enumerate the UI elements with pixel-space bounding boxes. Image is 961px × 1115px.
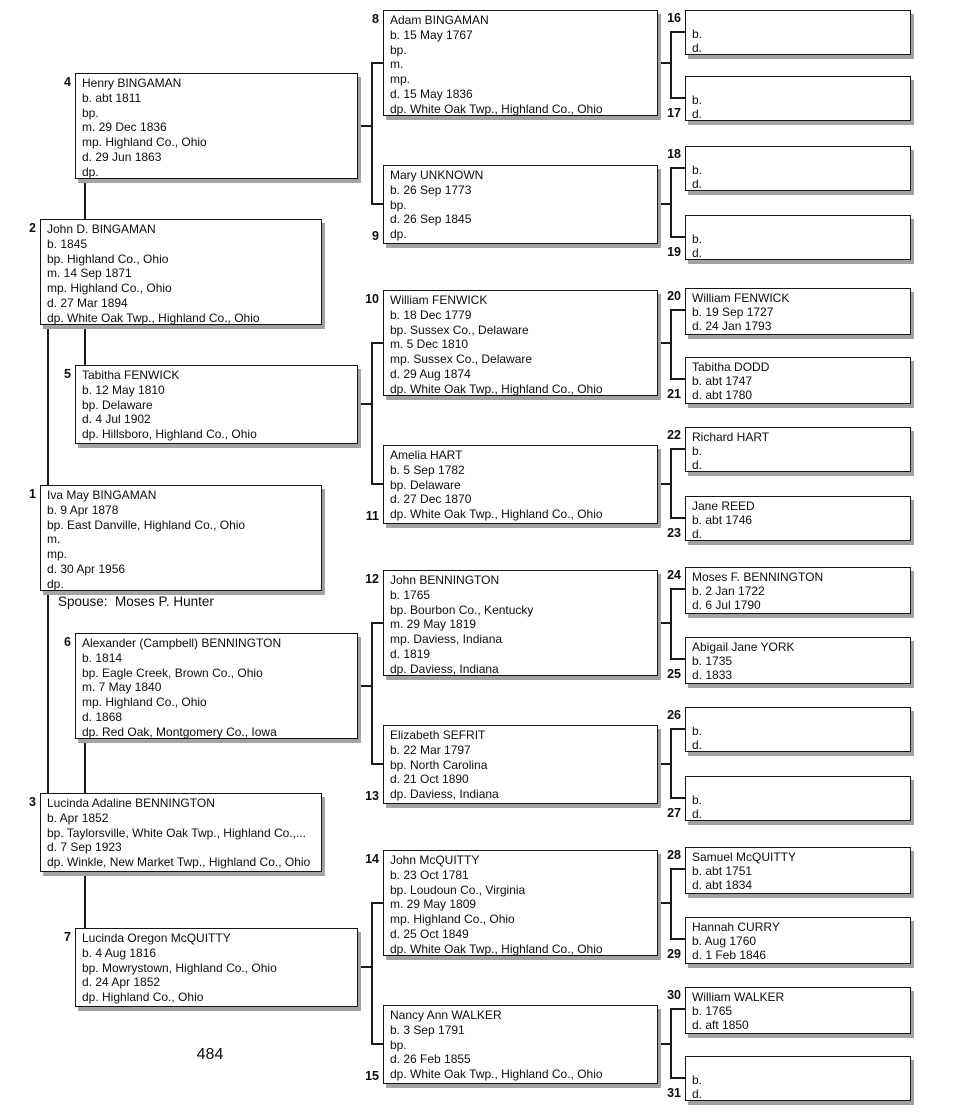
person-detail-line: dp. Hillsboro, Highland Co., Ohio bbox=[82, 427, 257, 442]
person-detail-line: dp. White Oak Twp., Highland Co., Ohio bbox=[390, 941, 603, 956]
person-box-10 bbox=[383, 290, 658, 396]
person-detail-line: b. abt 1747 bbox=[692, 374, 753, 388]
person-detail-line: d. 4 Jul 1902 bbox=[82, 412, 151, 427]
person-detail-line: bp. Taylorsville, White Oak Twp., Highland Co.,... bbox=[47, 825, 307, 840]
person-detail-line: bp. bbox=[390, 1037, 407, 1052]
person-name: Lucinda Adaline BENNINGTON bbox=[47, 796, 215, 810]
person-name: Iva May BINGAMAN bbox=[47, 488, 157, 502]
person-number: 21 bbox=[667, 387, 681, 401]
person-detail-line: d. bbox=[692, 246, 703, 260]
person-number: 10 bbox=[365, 292, 379, 306]
person-detail-line: bp. bbox=[82, 105, 99, 120]
person-box-28 bbox=[685, 847, 911, 894]
person-detail-line: d. 1868 bbox=[82, 709, 123, 724]
person-detail-line: b. 1814 bbox=[82, 650, 123, 665]
person-detail-line: d. 15 May 1836 bbox=[390, 86, 473, 101]
person-detail-line: b. 3 Sep 1791 bbox=[390, 1022, 465, 1037]
person-detail-line: m. bbox=[47, 532, 61, 547]
person-detail-line: b. bbox=[692, 93, 703, 107]
person-detail-line: b. 1765 bbox=[692, 1004, 733, 1018]
person-detail-line: b. 19 Sep 1727 bbox=[692, 305, 774, 319]
person-name bbox=[692, 149, 906, 163]
person-name: Abigail Jane YORK bbox=[692, 640, 795, 654]
person-detail-line: m. 14 Sep 1871 bbox=[47, 266, 132, 281]
person-details bbox=[692, 654, 906, 682]
person-detail-line: bp. Sussex Co., Delaware bbox=[390, 322, 529, 337]
person-name bbox=[692, 218, 906, 232]
person-name: Nancy Ann WALKER bbox=[390, 1008, 502, 1022]
person-detail-line: b. bbox=[692, 232, 703, 246]
person-details bbox=[692, 232, 906, 260]
person-details bbox=[390, 743, 653, 802]
person-detail-line: mp. bbox=[390, 72, 411, 87]
person-detail-line: mp. Sussex Co., Delaware bbox=[390, 352, 533, 367]
person-details bbox=[692, 724, 906, 752]
person-name: Tabitha DODD bbox=[692, 360, 770, 374]
person-detail-line: d. 30 Apr 1956 bbox=[47, 561, 126, 576]
page-number: 484 bbox=[196, 1046, 224, 1063]
person-name: Adam BINGAMAN bbox=[390, 13, 489, 27]
person-detail-line: b. bbox=[692, 724, 703, 738]
person-detail-line: bp. North Carolina bbox=[390, 757, 488, 772]
person-detail-line: dp. White Oak Twp., Highland Co., Ohio bbox=[390, 101, 603, 116]
person-details bbox=[390, 1023, 653, 1082]
person-name: John D. BINGAMAN bbox=[47, 222, 156, 236]
person-number: 24 bbox=[667, 568, 681, 582]
person-detail-line: dp. Daviess, Indiana bbox=[390, 787, 499, 802]
person-box-23 bbox=[685, 496, 911, 541]
person-detail-line: mp. Highland Co., Ohio bbox=[390, 912, 515, 927]
person-name: Elizabeth SEFRIT bbox=[390, 728, 486, 742]
person-box-27 bbox=[685, 776, 911, 821]
person-box-31 bbox=[685, 1056, 911, 1101]
person-detail-line: b. 12 May 1810 bbox=[82, 382, 165, 397]
person-details bbox=[390, 28, 653, 117]
person-details bbox=[692, 934, 906, 962]
person-number: 11 bbox=[365, 509, 379, 523]
person-name: William FENWICK bbox=[390, 293, 488, 307]
person-detail-line: bp. bbox=[390, 197, 407, 212]
person-name bbox=[692, 779, 906, 793]
person-details bbox=[82, 91, 353, 180]
person-box-2 bbox=[40, 219, 322, 325]
person-number: 9 bbox=[372, 229, 379, 243]
person-box-21 bbox=[685, 357, 911, 404]
person-box-24 bbox=[685, 567, 911, 614]
person-detail-line: dp. Daviess, Indiana bbox=[390, 661, 499, 676]
person-box-26 bbox=[685, 707, 911, 752]
person-number: 12 bbox=[365, 572, 379, 586]
person-box-6 bbox=[75, 633, 358, 739]
person-detail-line: bp. Delaware bbox=[82, 397, 153, 412]
person-detail-line: dp. White Oak Twp., Highland Co., Ohio bbox=[390, 1067, 603, 1082]
person-details bbox=[692, 793, 906, 821]
person-number: 7 bbox=[64, 930, 71, 944]
person-detail-line: bp. Delaware bbox=[390, 477, 461, 492]
person-detail-line: b. 1735 bbox=[692, 654, 733, 668]
person-details bbox=[390, 868, 653, 957]
person-detail-line: dp. bbox=[82, 164, 99, 179]
person-box-16 bbox=[685, 10, 911, 55]
person-detail-line: d. bbox=[692, 527, 703, 541]
person-box-25 bbox=[685, 637, 911, 684]
person-number: 30 bbox=[667, 988, 681, 1002]
person-detail-line: b. 9 Apr 1878 bbox=[47, 502, 119, 517]
person-detail-line: bp. bbox=[390, 42, 407, 57]
person-box-3 bbox=[40, 793, 322, 872]
person-name: Jane REED bbox=[692, 499, 755, 513]
person-detail-line: d. 25 Oct 1849 bbox=[390, 926, 469, 941]
person-detail-line: dp. Winkle, New Market Twp., Highland Co., Ohio bbox=[47, 855, 311, 870]
person-detail-line: dp. Highland Co., Ohio bbox=[82, 990, 204, 1005]
person-detail-line: mp. Highland Co., Ohio bbox=[82, 135, 207, 150]
person-details bbox=[390, 588, 653, 677]
person-name: Amelia HART bbox=[390, 448, 463, 462]
person-box-29 bbox=[685, 917, 911, 964]
person-detail-line: m. 29 Dec 1836 bbox=[82, 120, 167, 135]
person-box-17 bbox=[685, 76, 911, 121]
person-detail-line: d. abt 1834 bbox=[692, 878, 753, 892]
person-number: 13 bbox=[365, 789, 379, 803]
person-number: 1 bbox=[29, 487, 36, 501]
person-detail-line: d. 27 Dec 1870 bbox=[390, 492, 472, 507]
person-detail-line: b. abt 1751 bbox=[692, 864, 753, 878]
person-number: 23 bbox=[667, 526, 681, 540]
person-box-7 bbox=[75, 928, 358, 1007]
person-number: 6 bbox=[64, 635, 71, 649]
person-detail-line: d. aft 1850 bbox=[692, 1018, 749, 1032]
person-box-9 bbox=[383, 165, 658, 244]
person-detail-line: bp. Highland Co., Ohio bbox=[47, 251, 169, 266]
person-name: Hannah CURRY bbox=[692, 920, 780, 934]
person-detail-line: b. bbox=[692, 1073, 703, 1087]
person-detail-line: b. 18 Dec 1779 bbox=[390, 307, 472, 322]
person-detail-line: b. Apr 1852 bbox=[47, 810, 109, 825]
person-detail-line: mp. bbox=[47, 547, 68, 562]
person-name: John McQUITTY bbox=[390, 853, 480, 867]
person-box-13 bbox=[383, 725, 658, 804]
person-number: 31 bbox=[667, 1086, 681, 1100]
person-number: 8 bbox=[372, 12, 379, 26]
person-details bbox=[692, 305, 906, 333]
person-detail-line: b. abt 1811 bbox=[82, 90, 142, 105]
person-detail-line: b. 15 May 1767 bbox=[390, 27, 473, 42]
person-detail-line: dp. White Oak Twp., Highland Co., Ohio bbox=[390, 381, 603, 396]
person-box-22 bbox=[685, 427, 911, 472]
person-box-8 bbox=[383, 10, 658, 116]
person-details bbox=[82, 946, 353, 1005]
person-name: William FENWICK bbox=[692, 291, 790, 305]
person-details bbox=[390, 463, 653, 522]
person-details bbox=[692, 444, 906, 472]
person-detail-line: b. bbox=[692, 163, 703, 177]
person-detail-line: d. bbox=[692, 41, 703, 55]
person-detail-line: mp. Daviess, Indiana bbox=[390, 632, 503, 647]
person-box-20 bbox=[685, 288, 911, 335]
person-detail-line: b. Aug 1760 bbox=[692, 934, 757, 948]
person-detail-line: dp. Red Oak, Montgomery Co., Iowa bbox=[82, 724, 277, 739]
person-details bbox=[47, 237, 317, 326]
person-detail-line: mp. Highland Co., Ohio bbox=[47, 281, 172, 296]
person-number: 19 bbox=[667, 245, 681, 259]
person-detail-line: d. 6 Jul 1790 bbox=[692, 598, 761, 612]
person-number: 28 bbox=[667, 848, 681, 862]
person-number: 14 bbox=[365, 852, 379, 866]
person-details bbox=[692, 864, 906, 892]
person-detail-line: d. 27 Mar 1894 bbox=[47, 295, 128, 310]
person-detail-line: b. 1765 bbox=[390, 587, 431, 602]
person-detail-line: bp. Eagle Creek, Brown Co., Ohio bbox=[82, 665, 263, 680]
person-details bbox=[390, 183, 653, 242]
person-detail-line: b. bbox=[692, 444, 703, 458]
person-detail-line: d. 29 Aug 1874 bbox=[390, 366, 471, 381]
person-number: 29 bbox=[667, 947, 681, 961]
person-name: Mary UNKNOWN bbox=[390, 168, 484, 182]
person-detail-line: bp. Bourbon Co., Kentucky bbox=[390, 602, 534, 617]
person-detail-line: bp. East Danville, Highland Co., Ohio bbox=[47, 517, 246, 532]
person-detail-line: bp. Loudoun Co., Virginia bbox=[390, 882, 526, 897]
person-number: 20 bbox=[667, 289, 681, 303]
person-detail-line: dp. bbox=[390, 227, 407, 242]
person-detail-line: m. 7 May 1840 bbox=[82, 680, 162, 695]
person-details bbox=[47, 503, 317, 592]
person-number: 4 bbox=[64, 75, 71, 89]
person-name: Lucinda Oregon McQUITTY bbox=[82, 931, 231, 945]
person-details bbox=[692, 163, 906, 191]
person-details bbox=[692, 374, 906, 402]
person-number: 5 bbox=[64, 367, 71, 381]
person-detail-line: d. 1 Feb 1846 bbox=[692, 948, 767, 962]
person-box-14 bbox=[383, 850, 658, 956]
person-box-5 bbox=[75, 365, 358, 444]
person-detail-line: m. 29 May 1809 bbox=[390, 897, 477, 912]
person-details bbox=[47, 811, 317, 870]
person-detail-line: b. 1845 bbox=[47, 236, 88, 251]
person-details bbox=[82, 651, 353, 740]
person-details bbox=[692, 27, 906, 55]
person-detail-line: dp. White Oak Twp., Highland Co., Ohio bbox=[390, 507, 603, 522]
person-box-19 bbox=[685, 215, 911, 260]
person-detail-line: d. 7 Sep 1923 bbox=[47, 840, 122, 855]
person-name: Moses F. BENNINGTON bbox=[692, 570, 824, 584]
person-number: 16 bbox=[667, 11, 681, 25]
person-detail-line: m. 5 Dec 1810 bbox=[390, 337, 469, 352]
person-detail-line: m. bbox=[390, 57, 404, 72]
person-detail-line: b. abt 1746 bbox=[692, 513, 753, 527]
person-details bbox=[692, 584, 906, 612]
person-name bbox=[692, 13, 906, 27]
person-number: 15 bbox=[365, 1069, 379, 1083]
person-number: 3 bbox=[29, 795, 36, 809]
person-name: Tabitha FENWICK bbox=[82, 368, 180, 382]
person-details bbox=[692, 513, 906, 541]
person-detail-line: b. 2 Jan 1722 bbox=[692, 584, 765, 598]
person-number: 25 bbox=[667, 667, 681, 681]
person-name: John BENNINGTON bbox=[390, 573, 500, 587]
person-detail-line: d. bbox=[692, 738, 703, 752]
person-details bbox=[692, 1004, 906, 1032]
person-box-18 bbox=[685, 146, 911, 191]
spouse-line: Spouse: Moses P. Hunter bbox=[58, 594, 214, 609]
person-detail-line: dp. White Oak Twp., Highland Co., Ohio bbox=[47, 310, 260, 325]
person-details bbox=[692, 1073, 906, 1101]
person-detail-line: b. 22 Mar 1797 bbox=[390, 742, 471, 757]
person-detail-line: d. bbox=[692, 107, 703, 121]
person-detail-line: d. 29 Jun 1863 bbox=[82, 149, 162, 164]
person-name: Henry BINGAMAN bbox=[82, 76, 182, 90]
person-name: Richard HART bbox=[692, 430, 770, 444]
person-name: Samuel McQUITTY bbox=[692, 850, 797, 864]
person-detail-line: mp. Highland Co., Ohio bbox=[82, 695, 207, 710]
person-detail-line: b. bbox=[692, 27, 703, 41]
person-box-15 bbox=[383, 1005, 658, 1084]
person-detail-line: b. 26 Sep 1773 bbox=[390, 182, 472, 197]
person-detail-line: d. bbox=[692, 177, 703, 191]
person-detail-line: d. 1819 bbox=[390, 646, 431, 661]
person-detail-line: d. abt 1780 bbox=[692, 388, 753, 402]
person-detail-line: b. 4 Aug 1816 bbox=[82, 945, 157, 960]
person-details bbox=[82, 383, 353, 442]
person-box-11 bbox=[383, 445, 658, 524]
person-number: 26 bbox=[667, 708, 681, 722]
person-number: 18 bbox=[667, 147, 681, 161]
person-name bbox=[692, 1059, 906, 1073]
person-box-12 bbox=[383, 570, 658, 676]
person-detail-line: b. bbox=[692, 793, 703, 807]
person-detail-line: d. 24 Apr 1852 bbox=[82, 975, 161, 990]
person-name bbox=[692, 710, 906, 724]
person-box-4 bbox=[75, 73, 358, 179]
person-detail-line: b. 23 Oct 1781 bbox=[390, 867, 469, 882]
person-detail-line: d. 26 Feb 1855 bbox=[390, 1052, 471, 1067]
person-number: 2 bbox=[29, 221, 36, 235]
person-detail-line: d. 21 Oct 1890 bbox=[390, 772, 469, 787]
person-number: 22 bbox=[667, 428, 681, 442]
person-details bbox=[692, 93, 906, 121]
person-detail-line: b. 5 Sep 1782 bbox=[390, 462, 465, 477]
person-detail-line: d. bbox=[692, 1087, 703, 1101]
person-detail-line: bp. Mowrystown, Highland Co., Ohio bbox=[82, 960, 277, 975]
person-name: Alexander (Campbell) BENNINGTON bbox=[82, 636, 282, 650]
person-number: 27 bbox=[667, 806, 681, 820]
person-name bbox=[692, 79, 906, 93]
person-name: William WALKER bbox=[692, 990, 785, 1004]
person-detail-line: m. 29 May 1819 bbox=[390, 617, 477, 632]
person-detail-line: d. bbox=[692, 807, 703, 821]
person-detail-line: d. 1833 bbox=[692, 668, 733, 682]
person-details bbox=[390, 308, 653, 397]
person-detail-line: d. 24 Jan 1793 bbox=[692, 319, 772, 333]
person-detail-line: d. bbox=[692, 458, 703, 472]
person-detail-line: dp. bbox=[47, 576, 64, 591]
person-number: 17 bbox=[667, 106, 681, 120]
person-detail-line: d. 26 Sep 1845 bbox=[390, 212, 472, 227]
person-box-1 bbox=[40, 485, 322, 591]
person-box-30 bbox=[685, 987, 911, 1034]
